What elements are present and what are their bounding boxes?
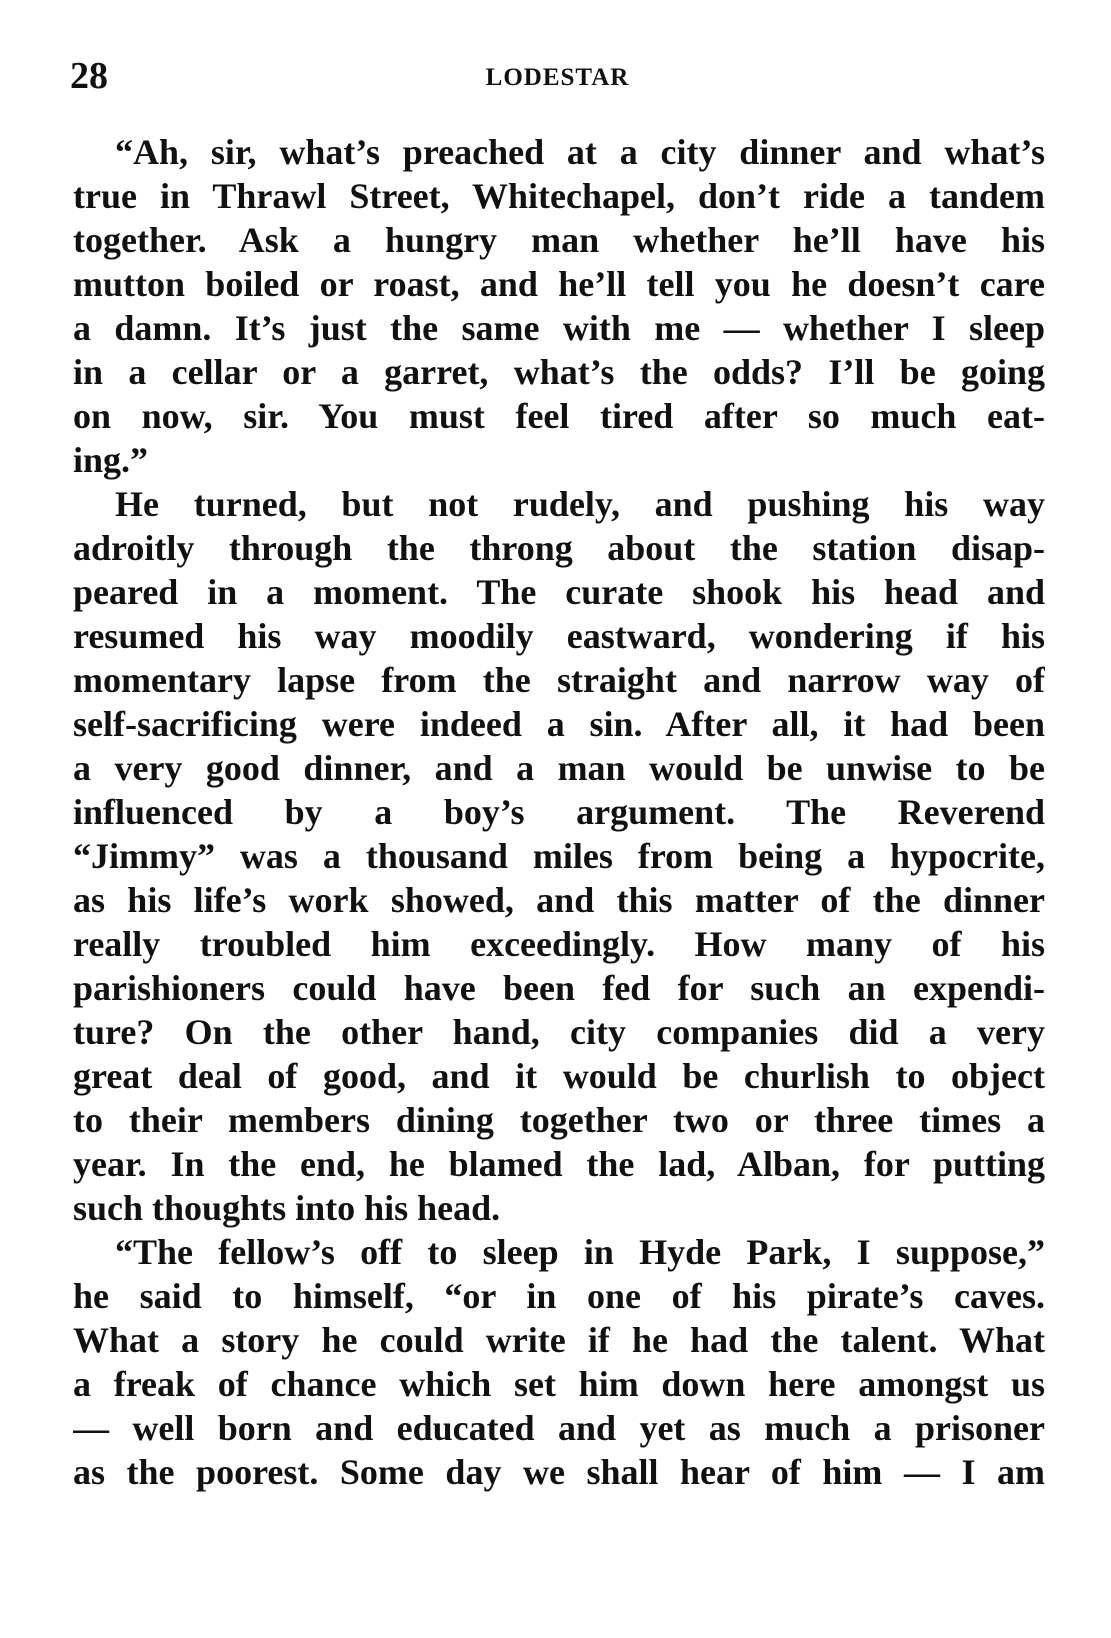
- text-line: “Jimmy” was a thousand miles from being a hypocrite,: [73, 836, 1045, 876]
- paragraph-3: [73, 1230, 1045, 1494]
- text-line: as the poorest. Some day we shall hear of him — I am: [73, 1452, 1045, 1492]
- text-line: peared in a moment. The curate shook his head and: [73, 572, 1045, 612]
- text-line: influenced by a boy’s argument. The Reverend: [73, 792, 1045, 832]
- text-line: as his life’s work showed, and this matter of the dinner: [73, 880, 1045, 920]
- page-number: 28: [70, 55, 108, 97]
- text-line: — well born and educated and yet as much a prisoner: [73, 1408, 1045, 1448]
- text-line: he said to himself, “or in one of his pirate’s caves.: [73, 1276, 1045, 1316]
- text-line: in a cellar or a garret, what’s the odds? I’ll be going: [73, 352, 1045, 392]
- text-line: parishioners could have been fed for such an expendi-: [73, 968, 1045, 1008]
- running-title: LODESTAR: [485, 64, 630, 91]
- text-line: to their members dining together two or three times a: [73, 1100, 1045, 1140]
- text-line: such thoughts into his head.: [73, 1188, 501, 1228]
- text-line: really troubled him exceedingly. How many of his: [73, 924, 1045, 964]
- text-line: a very good dinner, and a man would be unwise to be: [73, 748, 1045, 788]
- text-line: on now, sir. You must feel tired after so much eat-: [73, 396, 1045, 436]
- text-line: “Ah, sir, what’s preached at a city dinner and what’s: [115, 132, 1045, 172]
- text-line: adroitly through the throng about the station disap-: [73, 528, 1045, 568]
- text-line: momentary lapse from the straight and narrow way of: [73, 660, 1045, 700]
- text-line: a damn. It’s just the same with me — whether I sleep: [73, 308, 1045, 348]
- text-line: self-sacrificing were indeed a sin. After all, it had been: [73, 704, 1045, 744]
- text-line: together. Ask a hungry man whether he’ll have his: [73, 220, 1045, 260]
- text-line: true in Thrawl Street, Whitechapel, don’t ride a tandem: [73, 176, 1045, 216]
- text-line: year. In the end, he blamed the lad, Alban, for putting: [73, 1144, 1045, 1184]
- text-line: a freak of chance which set him down here amongst us: [73, 1364, 1045, 1404]
- text-line: ing.”: [73, 440, 149, 480]
- body-text: [73, 130, 1045, 1494]
- paragraph-1: [73, 130, 1045, 482]
- text-line: resumed his way moodily eastward, wondering if his: [73, 616, 1045, 656]
- paragraph-2: [73, 482, 1045, 1230]
- text-line: great deal of good, and it would be churlish to object: [73, 1056, 1045, 1096]
- text-line: ture? On the other hand, city companies did a very: [73, 1012, 1045, 1052]
- text-line: He turned, but not rudely, and pushing his way: [115, 484, 1045, 524]
- text-line: What a story he could write if he had the talent. What: [73, 1320, 1045, 1360]
- running-head: [70, 52, 1045, 100]
- text-line: mutton boiled or roast, and he’ll tell you he doesn’t care: [73, 264, 1045, 304]
- text-line: “The fellow’s off to sleep in Hyde Park, I suppose,”: [115, 1232, 1045, 1272]
